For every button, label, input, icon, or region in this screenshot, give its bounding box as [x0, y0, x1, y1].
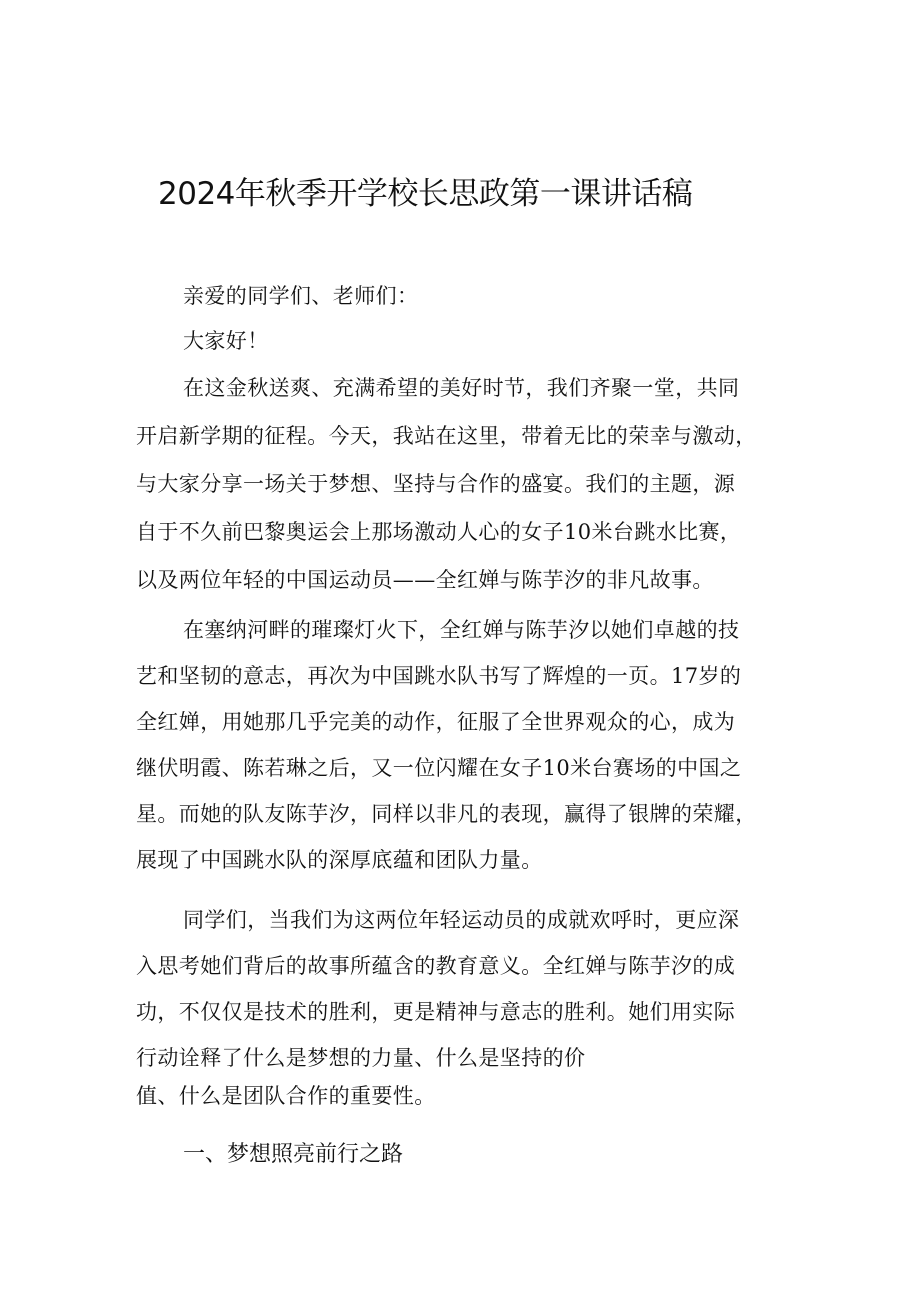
paragraph-line: 入思考她们背后的故事所蕴含的教育意义。全红婵与陈芋汐的成: [136, 954, 736, 978]
paragraph-line: 在这金秋送爽、充满希望的美好时节，我们齐聚一堂，共同: [183, 376, 740, 400]
section-heading: 一、梦想照亮前行之路: [183, 1142, 404, 1167]
paragraph-line: 行动诠释了什么是梦想的力量、什么是坚持的价: [136, 1046, 586, 1070]
paragraph-line: 展现了中国跳水队的深厚底蕴和团队力量。: [136, 848, 543, 872]
paragraph-line: 在塞纳河畔的璀璨灯火下，全红婵与陈芋汐以她们卓越的技: [183, 618, 740, 642]
paragraph-line: 开启新学期的征程。今天，我站在这里，带着无比的荣幸与激动，: [136, 424, 757, 448]
greeting: 大家好！: [183, 329, 269, 353]
paragraph-line: 功，不仅仅是技术的胜利，更是精神与意志的胜利。她们用实际: [136, 1000, 736, 1024]
paragraph-line: 全红婵，用她那几乎完美的动作，征服了全世界观众的心，成为: [136, 710, 736, 734]
salutation: 亲爱的同学们、老师们：: [183, 284, 419, 308]
paragraph-line: 艺和坚韧的意志，再次为中国跳水队书写了辉煌的一页。17岁的: [136, 664, 742, 688]
paragraph-line: 值、什么是团队合作的重要性。: [136, 1084, 436, 1108]
paragraph-line: 以及两位年轻的中国运动员——全红婵与陈芋汐的非凡故事。: [136, 568, 714, 592]
paragraph-line: 自于不久前巴黎奥运会上那场激动人心的女子10米台跳水比赛，: [136, 520, 742, 544]
paragraph-line: 与大家分享一场关于梦想、坚持与合作的盛宴。我们的主题，源: [136, 472, 736, 496]
paragraph-line: 星。而她的队友陈芋汐，同样以非凡的表现，赢得了银牌的荣耀，: [136, 802, 757, 826]
document-title: 2024年秋季开学校长思政第一课讲话稿: [158, 176, 693, 212]
paragraph-line: 同学们，当我们为这两位年轻运动员的成就欢呼时，更应深: [183, 908, 740, 932]
paragraph-line: 继伏明霞、陈若琳之后，又一位闪耀在女子10米台赛场的中国之: [136, 756, 742, 780]
